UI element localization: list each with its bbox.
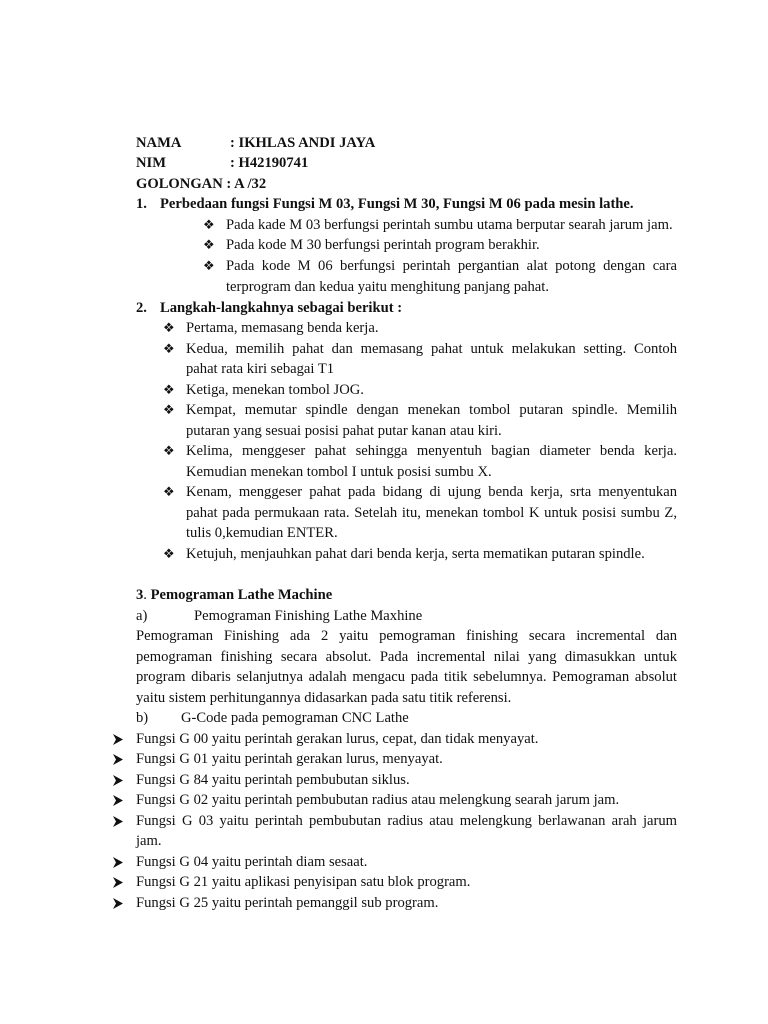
q2-step: Ketujuh, menjauhkan pahat dari benda kerja, serta mematikan putaran spindle. bbox=[186, 546, 645, 562]
arrow-bullet-icon bbox=[113, 729, 123, 745]
diamond-bullet-icon: ❖ bbox=[203, 237, 215, 252]
nim-label: NIM bbox=[136, 155, 166, 171]
arrow-bullet-icon bbox=[113, 852, 123, 868]
arrow-bullet-icon bbox=[113, 770, 123, 786]
q2-step: Kelima, menggeser pahat sehingga menyentuh bagian diameter benda kerja. bbox=[186, 443, 677, 459]
gcode-item: Fungsi G 01 yaitu perintah gerakan lurus, menyayat. bbox=[136, 751, 443, 767]
q2-step-continuation: Kemudian menekan tombol I untuk posisi sumbu X. bbox=[186, 464, 492, 480]
q3-paragraph-line: yaitu sistem perhitungannya didasarkan pada satu titik referensi. bbox=[136, 690, 512, 706]
q2-step: Ketiga, menekan tombol JOG. bbox=[186, 382, 364, 398]
diamond-bullet-icon: ❖ bbox=[163, 341, 175, 356]
q2-step-continuation: tulis 0,kemudian ENTER. bbox=[186, 525, 338, 541]
q3a-text: Pemograman Finishing Lathe Maxhine bbox=[194, 608, 423, 624]
diamond-bullet-icon: ❖ bbox=[163, 546, 175, 561]
q3-paragraph-line: pemograman finishing secara absolut. Pada incremental nilai yang dimasukkan untuk bbox=[136, 649, 677, 665]
q3-title: Pemograman Lathe Machine bbox=[150, 587, 333, 603]
q2-title: Langkah-langkahnya sebagai berikut : bbox=[160, 300, 403, 316]
q2-step: Kenam, menggeser pahat pada bidang di ujung benda kerja, srta menyentukan bbox=[186, 484, 677, 500]
diamond-bullet-icon: ❖ bbox=[163, 484, 175, 499]
arrow-bullet-icon bbox=[113, 811, 123, 827]
q1-item-continuation: terprogram dan kedua yaitu menghitung panjang pahat. bbox=[226, 279, 549, 295]
nama-label: NAMA bbox=[136, 135, 182, 151]
q2-step-continuation: putaran yang sesuai posisi pahat putar kanan atau kiri. bbox=[186, 423, 502, 439]
gcode-item: Fungsi G 03 yaitu perintah pembubutan radius atau melengkung berlawanan arah jarum bbox=[136, 813, 677, 829]
nim-value: : H42190741 bbox=[230, 155, 309, 171]
gcode-item: Fungsi G 25 yaitu perintah pemanggil sub program. bbox=[136, 895, 439, 911]
gcode-item-continuation: jam. bbox=[136, 833, 162, 849]
q3-number: 3 bbox=[136, 587, 144, 603]
golongan-line: GOLONGAN : A /32 bbox=[136, 176, 267, 192]
q3-number-dot: . bbox=[143, 587, 147, 603]
arrow-bullet-icon bbox=[113, 893, 123, 909]
diamond-bullet-icon: ❖ bbox=[163, 382, 175, 397]
arrow-bullet-icon bbox=[113, 749, 123, 765]
q1-number: 1. bbox=[136, 196, 147, 212]
diamond-bullet-icon: ❖ bbox=[163, 402, 175, 417]
diamond-bullet-icon: ❖ bbox=[203, 258, 215, 273]
arrow-bullet-icon bbox=[113, 790, 123, 806]
nama-value: : IKHLAS ANDI JAYA bbox=[230, 135, 376, 151]
q3b-label: b) bbox=[136, 710, 149, 726]
q3-paragraph-line: program dibaris selanjutnya adalah mengacu pada titik sebelumnya. Pemograman absolut bbox=[136, 669, 677, 685]
gcode-item: Fungsi G 84 yaitu perintah pembubutan siklus. bbox=[136, 772, 410, 788]
gcode-item: Fungsi G 00 yaitu perintah gerakan lurus, cepat, dan tidak menyayat. bbox=[136, 731, 539, 747]
diamond-bullet-icon: ❖ bbox=[163, 320, 175, 335]
q2-step-continuation: pahat rata kiri sebagai T1 bbox=[186, 361, 335, 377]
gcode-item: Fungsi G 02 yaitu perintah pembubutan radius atau melengkung searah jarum jam. bbox=[136, 792, 620, 808]
q2-step: Kedua, memilih pahat dan memasang pahat untuk melakukan setting. Contoh bbox=[186, 341, 677, 357]
q3-heading bbox=[136, 585, 332, 605]
q3b-text: G-Code pada pemograman CNC Lathe bbox=[181, 710, 409, 726]
q1-title: Perbedaan fungsi Fungsi M 03, Fungsi M 30, Fungsi M 06 pada mesin lathe. bbox=[160, 196, 634, 212]
q2-step: Pertama, memasang benda kerja. bbox=[186, 320, 379, 336]
gcode-item: Fungsi G 04 yaitu perintah diam sesaat. bbox=[136, 854, 368, 870]
diamond-bullet-icon: ❖ bbox=[163, 443, 175, 458]
q3a-label: a) bbox=[136, 608, 148, 624]
q2-number: 2. bbox=[136, 300, 147, 316]
q1-item: Pada kade M 03 berfungsi perintah sumbu utama berputar searah jarum jam. bbox=[226, 217, 673, 233]
diamond-bullet-icon: ❖ bbox=[203, 217, 215, 232]
q1-item: Pada kode M 30 berfungsi perintah program berakhir. bbox=[226, 237, 540, 253]
arrow-bullet-icon bbox=[113, 872, 123, 888]
gcode-item: Fungsi G 21 yaitu aplikasi penyisipan satu blok program. bbox=[136, 874, 471, 890]
q2-step-continuation: pahat pada permukaan rata. Setelah itu, menekan tombol K untuk posisi sumbu Z, bbox=[186, 505, 677, 521]
q1-item: Pada kode M 06 berfungsi perintah pergantian alat potong dengan cara bbox=[226, 258, 677, 274]
q3-paragraph-line: Pemograman Finishing ada 2 yaitu pemograman finishing secara incremental dan bbox=[136, 628, 677, 644]
q2-step: Kempat, memutar spindle dengan menekan tombol putaran spindle. Memilih bbox=[186, 402, 677, 418]
